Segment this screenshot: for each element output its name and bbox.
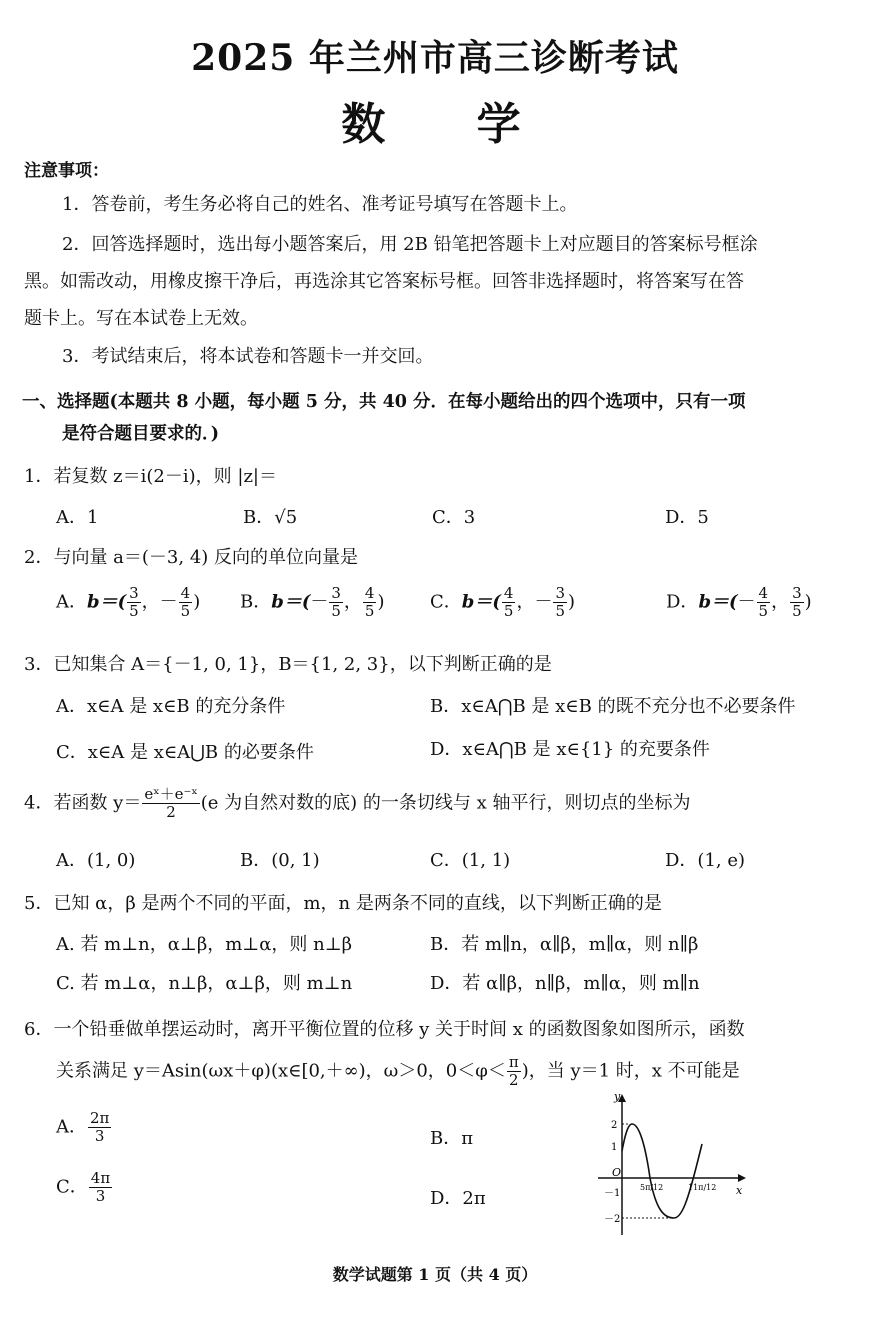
question-4-stem: 4．若函数 y＝ $\frac{\text{eˣ＋e⁻ˣ}}{2}$ (e 为自然对数的底) 的一条切线与 x 轴平行，则切点的坐标为 — [24, 785, 691, 821]
page-footer: 数学试题第 1 页（共 4 页） — [332, 1265, 538, 1284]
question-6-sine-graph — [590, 1090, 750, 1240]
question-2-option-a: A．b＝( $\frac{3}{5}$ ，－ $\frac{4}{5}$ ) — [56, 584, 201, 620]
tick-x-11pi-12: 11π/12 — [688, 1183, 717, 1192]
question-4-option-b: B．(0, 1) — [240, 850, 320, 871]
sine-curve — [622, 1124, 702, 1218]
x-axis-label: x — [736, 1184, 743, 1197]
question-3-stem: 3．已知集合 A＝{－1, 0, 1}，B＝{1, 2, 3}，以下判断正确的是 — [24, 654, 552, 675]
question-6-option-d: D．2π — [430, 1188, 486, 1209]
notice-item-2-line-2: 黑。如需改动，用橡皮擦干净后，再选涂其它答案标号框。回答非选择题时，将答案写在答 — [24, 271, 744, 292]
question-6-stem-line-1: 6．一个铅垂做单摆运动时，离开平衡位置的位移 y 关于时间 x 的函数图象如图所示，函数 — [24, 1019, 745, 1040]
question-1-option-c: C．3 — [432, 507, 476, 528]
exam-title: 2025 年兰州市高三诊断考试 — [191, 37, 679, 79]
subject-title: 数 学 — [341, 99, 559, 150]
question-1-option-d: D．5 — [665, 507, 709, 528]
origin-label: O — [612, 1166, 622, 1179]
question-2-option-b: B．b＝(－ $\frac{3}{5}$ ， $\frac{4}{5}$ ) — [240, 584, 385, 620]
question-4-option-c: C．(1, 1) — [430, 850, 511, 871]
question-3-option-b: B．x∈A⋂B 是 x∈B 的既不充分也不必要条件 — [430, 696, 796, 717]
question-4-option-d: D．(1, e) — [665, 850, 746, 871]
question-1-option-a: A．1 — [56, 507, 99, 528]
question-2-option-c: C．b＝( $\frac{4}{5}$ ，－ $\frac{3}{5}$ ) — [430, 584, 576, 620]
question-6-option-a: A． $\frac{2\pi}{3}$ — [56, 1109, 110, 1145]
x-axis-arrow-icon — [738, 1174, 746, 1182]
question-5-option-d: D．若 α∥β，n∥β，m∥α，则 m∥n — [430, 973, 700, 994]
notice-item-2-line-1: 2．回答选择题时，选出每小题答案后，用 2B 铅笔把答题卡上对应题目的答案标号框涂 — [62, 234, 758, 255]
notice-item-3: 3．考试结束后，将本试卷和答题卡一并交回。 — [62, 346, 434, 367]
question-1-stem: 1．若复数 z＝i(2－i)，则 |z|＝ — [24, 466, 278, 487]
question-2-stem: 2．与向量 a＝(－3, 4) 反向的单位向量是 — [24, 547, 359, 568]
y-axis-label: y — [614, 1090, 621, 1103]
tick-y-m1: －1 — [604, 1188, 621, 1199]
question-5-option-b: B．若 m∥n，α∥β，m∥α，则 n∥β — [430, 934, 699, 955]
question-6-option-c: C． $\frac{4\pi}{3}$ — [56, 1169, 111, 1205]
question-3-option-d: D．x∈A⋂B 是 x∈{1} 的充要条件 — [430, 739, 710, 760]
question-3-option-c: C．x∈A 是 x∈A⋃B 的必要条件 — [56, 742, 314, 763]
question-3-option-a: A．x∈A 是 x∈B 的充分条件 — [56, 696, 286, 717]
question-6-stem-line-2: 关系满足 y＝Asin(ωx＋φ)(x∈[0,＋∞)，ω＞0，0＜φ＜ $\frac{\pi}{2}$ )，当 y＝1 时，x 不可能是 — [56, 1053, 740, 1089]
question-5-option-c: C. 若 m⊥α，n⊥β，α⊥β，则 m⊥n — [56, 973, 353, 994]
section-1-heading-line-2: 是符合题目要求的．) — [62, 424, 220, 444]
section-1-heading-line-1: 一、选择题(本题共 8 小题，每小题 5 分，共 40 分．在每小题给出的四个选项中，只有一项 — [22, 392, 746, 412]
notice-item-2-line-3: 题卡上。写在本试卷上无效。 — [24, 308, 258, 329]
question-5-option-a: A. 若 m⊥n，α⊥β，m⊥α，则 n⊥β — [56, 934, 353, 955]
question-6-option-b: B．π — [430, 1128, 474, 1149]
tick-x-5pi-12: 5π/12 — [640, 1183, 664, 1192]
tick-y-m2: －2 — [604, 1214, 621, 1225]
question-5-stem: 5．已知 α，β 是两个不同的平面，m，n 是两条不同的直线，以下判断正确的是 — [24, 893, 662, 914]
tick-y-1: 1 — [611, 1142, 618, 1153]
question-4-option-a: A．(1, 0) — [56, 850, 136, 871]
tick-y-2: 2 — [611, 1120, 618, 1131]
question-2-option-d: D．b＝(－ $\frac{4}{5}$ ， $\frac{3}{5}$ ) — [666, 584, 812, 620]
question-1-option-b: B．√5 — [243, 507, 298, 528]
notice-heading: 注意事项： — [24, 161, 109, 181]
notice-item-1: 1．答卷前，考生务必将自己的姓名、准考证号填写在答题卡上。 — [62, 194, 578, 215]
